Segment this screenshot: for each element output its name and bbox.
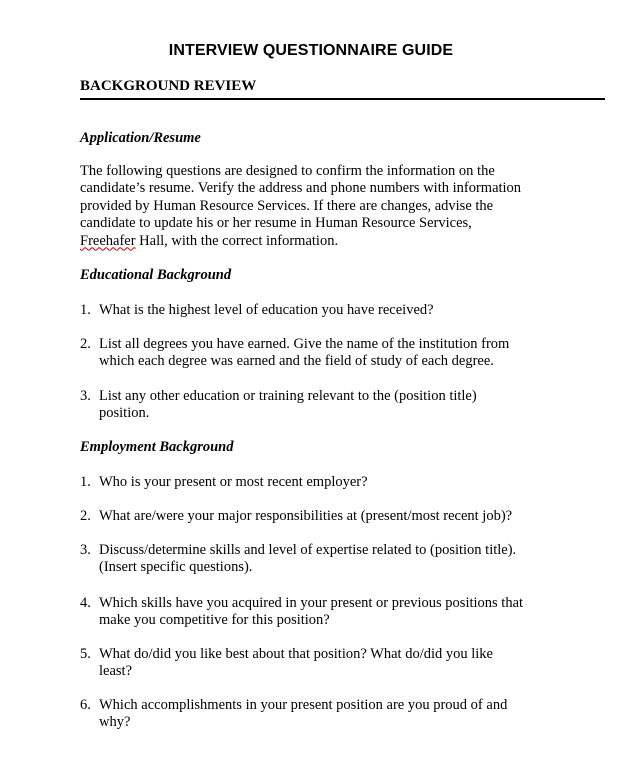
question-line: least? xyxy=(99,663,133,680)
paragraph-line: candidate’s resume. Verify the address and phone numbers with information xyxy=(80,180,522,197)
question-text xyxy=(99,302,560,319)
question-line: What do/did you like best about that position? What do/did you like xyxy=(99,646,493,662)
question-line: Who is your present or most recent employer? xyxy=(99,474,368,490)
question-line: List all degrees you have earned. Give the name of the institution from xyxy=(99,336,510,352)
heading-rule xyxy=(80,98,605,100)
question-line: (Insert specific questions). xyxy=(99,559,253,576)
list-number: 2. xyxy=(80,336,91,352)
question-text xyxy=(99,542,560,577)
subheading-employment-background: Employment Background xyxy=(80,439,234,455)
paragraph-line xyxy=(80,233,550,250)
question-line: make you competitive for this position? xyxy=(99,612,330,629)
paragraph-line: candidate to update his or her resume in Human Resource Services, xyxy=(80,215,472,232)
question-line: What are/were your major responsibilities at (present/most recent job)? xyxy=(99,508,513,524)
question-text xyxy=(99,646,560,681)
list-item xyxy=(80,697,560,732)
list-number: 5. xyxy=(80,646,91,662)
list-item xyxy=(80,302,560,319)
list-item xyxy=(80,646,560,681)
spellcheck-word: Freehafer xyxy=(80,232,136,249)
question-text xyxy=(99,388,560,423)
question-text xyxy=(99,508,560,525)
list-number: 1. xyxy=(80,474,91,490)
question-line: position. xyxy=(99,405,150,422)
list-item xyxy=(80,508,560,525)
question-text xyxy=(99,595,560,630)
paragraph-line: provided by Human Resource Services. If there are changes, advise the xyxy=(80,197,494,214)
list-item xyxy=(80,474,560,491)
paragraph-line-rest: Hall, with the correct information. xyxy=(135,232,339,249)
subheading-educational-background: Educational Background xyxy=(80,267,232,283)
list-number: 3. xyxy=(80,388,91,404)
subheading-application-resume: Application/Resume xyxy=(80,130,201,146)
paragraph-line: The following questions are designed to confirm the information on the xyxy=(80,163,495,179)
document-title: INTERVIEW QUESTIONNAIRE GUIDE xyxy=(168,42,454,59)
question-text xyxy=(99,474,560,491)
question-text xyxy=(99,336,560,371)
list-number: 2. xyxy=(80,508,91,524)
list-number: 6. xyxy=(80,697,91,713)
list-number: 3. xyxy=(80,542,91,558)
question-line: List any other education or training relevant to the (position title) xyxy=(99,388,477,404)
list-number: 4. xyxy=(80,595,91,611)
paragraph-application-resume xyxy=(80,163,550,250)
section-heading: BACKGROUND REVIEW xyxy=(80,78,257,94)
question-line: What is the highest level of education you have received? xyxy=(99,302,434,318)
question-line: Which skills have you acquired in your present or previous positions that xyxy=(99,595,524,611)
question-line: Which accomplishments in your present position are you proud of and xyxy=(99,697,508,713)
list-number: 1. xyxy=(80,302,91,318)
question-text xyxy=(99,697,560,732)
list-item xyxy=(80,388,560,423)
list-item xyxy=(80,336,560,371)
question-line: Discuss/determine skills and level of expertise related to (position title). xyxy=(99,542,517,558)
question-line: why? xyxy=(99,714,131,731)
list-item xyxy=(80,595,560,630)
list-item xyxy=(80,542,560,577)
question-line: which each degree was earned and the field of study of each degree. xyxy=(99,353,494,370)
